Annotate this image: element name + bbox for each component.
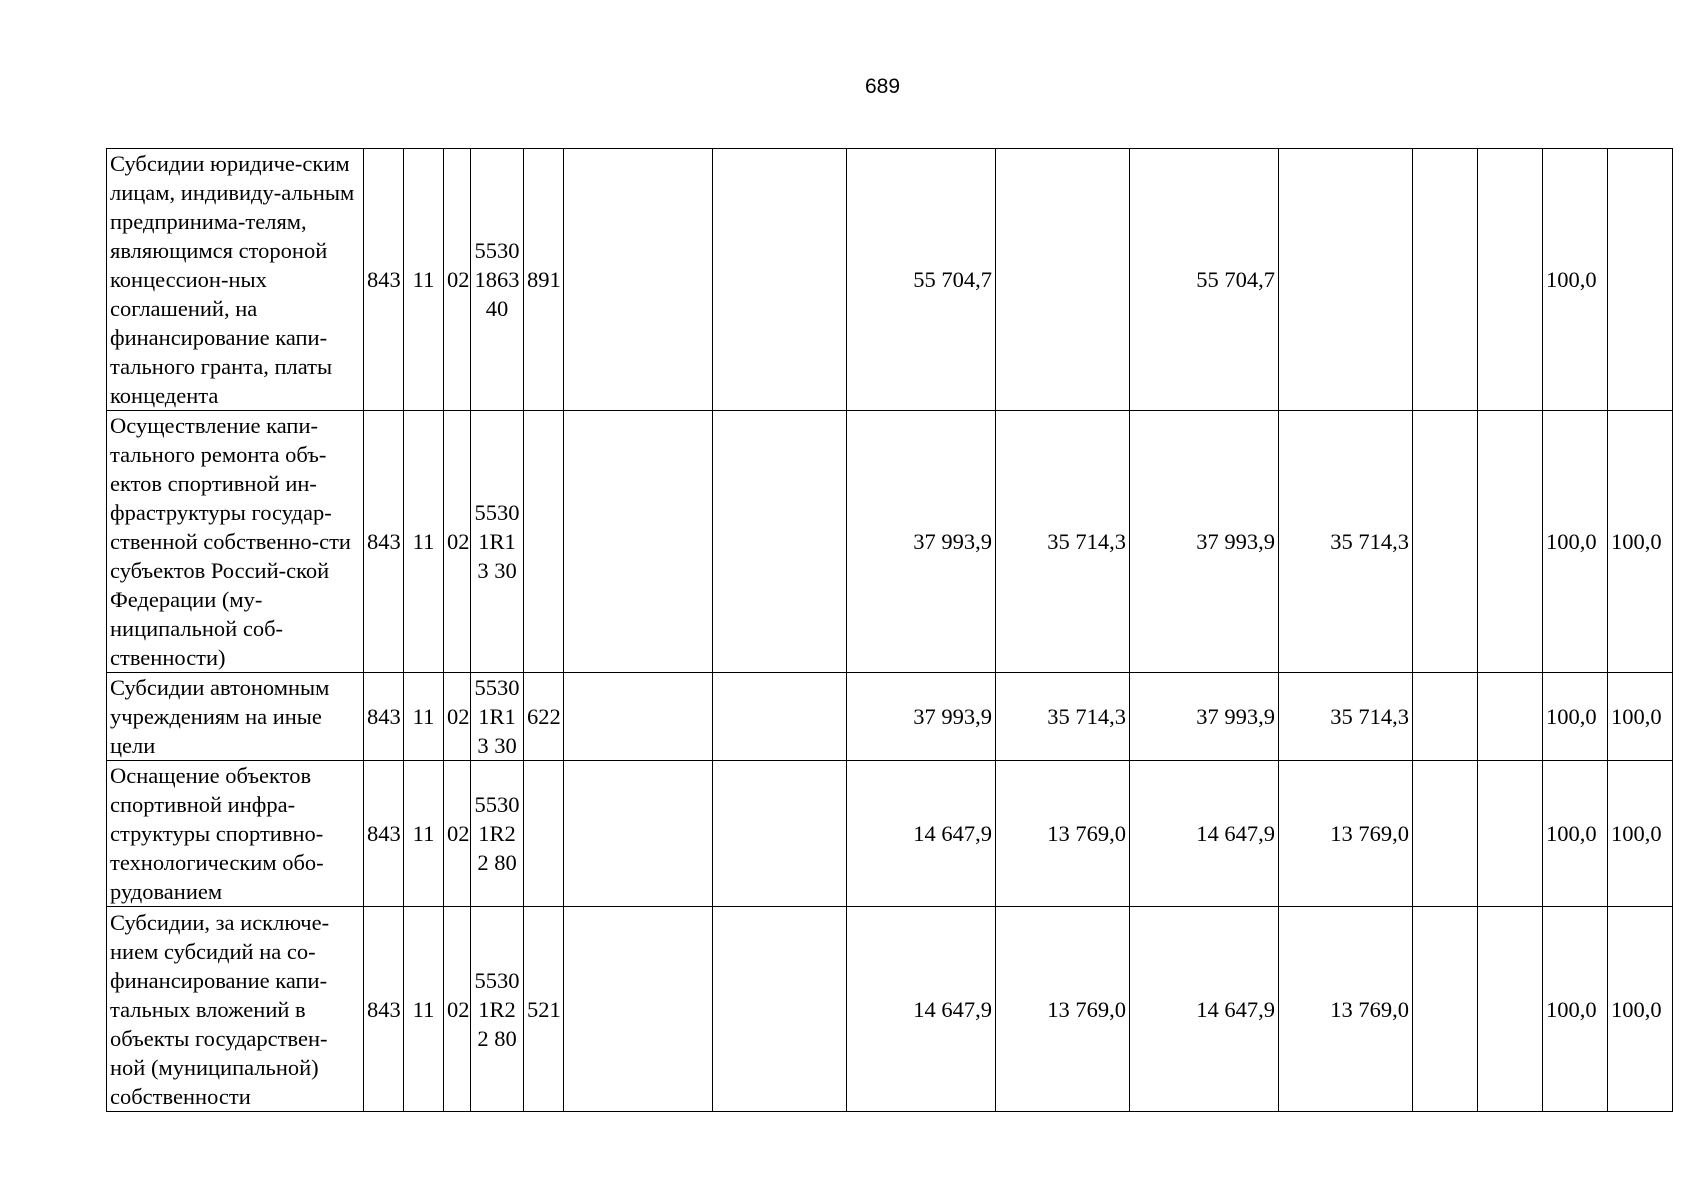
percent-cell — [1478, 761, 1543, 907]
percent-cell: 100,0 — [1543, 907, 1608, 1112]
amount-cell: 14 647,9 — [847, 907, 996, 1112]
section-code: 11 — [404, 761, 444, 907]
amount-cell — [564, 907, 713, 1112]
expense-type-code — [524, 411, 564, 673]
amount-cell — [713, 761, 847, 907]
subsection-code: 02 — [444, 673, 471, 761]
amount-cell: 35 714,3 — [996, 411, 1130, 673]
percent-cell — [1478, 411, 1543, 673]
percent-cell — [1413, 673, 1478, 761]
row-description: Субсидии, за исключе-нием субсидий на со-финансирование капи-тальных вложений в объекты государствен-ной (муниципальной) собственности — [107, 907, 364, 1112]
percent-cell: 100,0 — [1543, 411, 1608, 673]
amount-cell: 55 704,7 — [847, 149, 996, 411]
amount-cell — [713, 673, 847, 761]
row-description: Осуществление капи-тального ремонта объ-ектов спортивной ин-фраструктуры государ-ственной собственно-сти субъектов Россий-ской Федерации (му-ниципальной соб-ственности) — [107, 411, 364, 673]
target-article-code: 55301863 40 — [471, 149, 524, 411]
target-article-code: 55301R13 30 — [471, 673, 524, 761]
page-number: 689 — [864, 75, 901, 98]
ministry-code: 843 — [364, 907, 404, 1112]
target-article-code: 55301R22 80 — [471, 761, 524, 907]
ministry-code: 843 — [364, 673, 404, 761]
amount-cell: 55 704,7 — [1130, 149, 1279, 411]
target-article-code: 55301R22 80 — [471, 907, 524, 1112]
percent-cell — [1478, 907, 1543, 1112]
table-row — [107, 411, 1673, 673]
percent-cell — [1478, 673, 1543, 761]
percent-cell: 100,0 — [1543, 149, 1608, 411]
amount-cell: 14 647,9 — [847, 761, 996, 907]
amount-cell — [713, 907, 847, 1112]
percent-cell — [1413, 411, 1478, 673]
amount-cell — [1279, 149, 1413, 411]
amount-cell — [564, 673, 713, 761]
subsection-code: 02 — [444, 907, 471, 1112]
percent-cell: 100,0 — [1543, 673, 1608, 761]
amount-cell — [564, 411, 713, 673]
amount-cell: 14 647,9 — [1130, 761, 1279, 907]
percent-cell: 100,0 — [1608, 673, 1673, 761]
target-article-code: 55301R13 30 — [471, 411, 524, 673]
amount-cell: 37 993,9 — [1130, 673, 1279, 761]
amount-cell — [564, 149, 713, 411]
section-code: 11 — [404, 411, 444, 673]
amount-cell: 37 993,9 — [847, 411, 996, 673]
amount-cell — [564, 761, 713, 907]
amount-cell — [713, 149, 847, 411]
table-row — [107, 907, 1673, 1112]
amount-cell: 13 769,0 — [996, 761, 1130, 907]
percent-cell — [1413, 761, 1478, 907]
percent-cell: 100,0 — [1608, 761, 1673, 907]
percent-cell — [1413, 907, 1478, 1112]
amount-cell: 35 714,3 — [1279, 673, 1413, 761]
section-code: 11 — [404, 149, 444, 411]
percent-cell — [1608, 149, 1673, 411]
section-code: 11 — [404, 673, 444, 761]
table-row — [107, 149, 1673, 411]
expense-type-code: 521 — [524, 907, 564, 1112]
amount-cell — [996, 149, 1130, 411]
table-row — [107, 761, 1673, 907]
percent-cell — [1478, 149, 1543, 411]
percent-cell: 100,0 — [1608, 411, 1673, 673]
expense-type-code: 891 — [524, 149, 564, 411]
table-row — [107, 673, 1673, 761]
ministry-code: 843 — [364, 411, 404, 673]
amount-cell: 37 993,9 — [847, 673, 996, 761]
amount-cell: 35 714,3 — [1279, 411, 1413, 673]
amount-cell — [713, 411, 847, 673]
subsection-code: 02 — [444, 411, 471, 673]
amount-cell: 37 993,9 — [1130, 411, 1279, 673]
amount-cell: 13 769,0 — [996, 907, 1130, 1112]
row-description: Субсидии юридиче-ским лицам, индивиду-альным предпринима-телям, являющимся стороной концессион-ных соглашений, на финансирование капи-тального гранта, платы концедента — [107, 149, 364, 411]
amount-cell: 13 769,0 — [1279, 907, 1413, 1112]
expense-type-code: 622 — [524, 673, 564, 761]
percent-cell: 100,0 — [1543, 761, 1608, 907]
ministry-code: 843 — [364, 149, 404, 411]
amount-cell: 13 769,0 — [1279, 761, 1413, 907]
amount-cell: 14 647,9 — [1130, 907, 1279, 1112]
percent-cell: 100,0 — [1608, 907, 1673, 1112]
section-code: 11 — [404, 907, 444, 1112]
subsection-code: 02 — [444, 149, 471, 411]
subsection-code: 02 — [444, 761, 471, 907]
percent-cell — [1413, 149, 1478, 411]
row-description: Оснащение объектов спортивной инфра-структуры спортивно-технологическим обо-рудованием — [107, 761, 364, 907]
expense-type-code — [524, 761, 564, 907]
row-description: Субсидии автономным учреждениям на иные цели — [107, 673, 364, 761]
budget-table — [106, 148, 1673, 1112]
ministry-code: 843 — [364, 761, 404, 907]
amount-cell: 35 714,3 — [996, 673, 1130, 761]
